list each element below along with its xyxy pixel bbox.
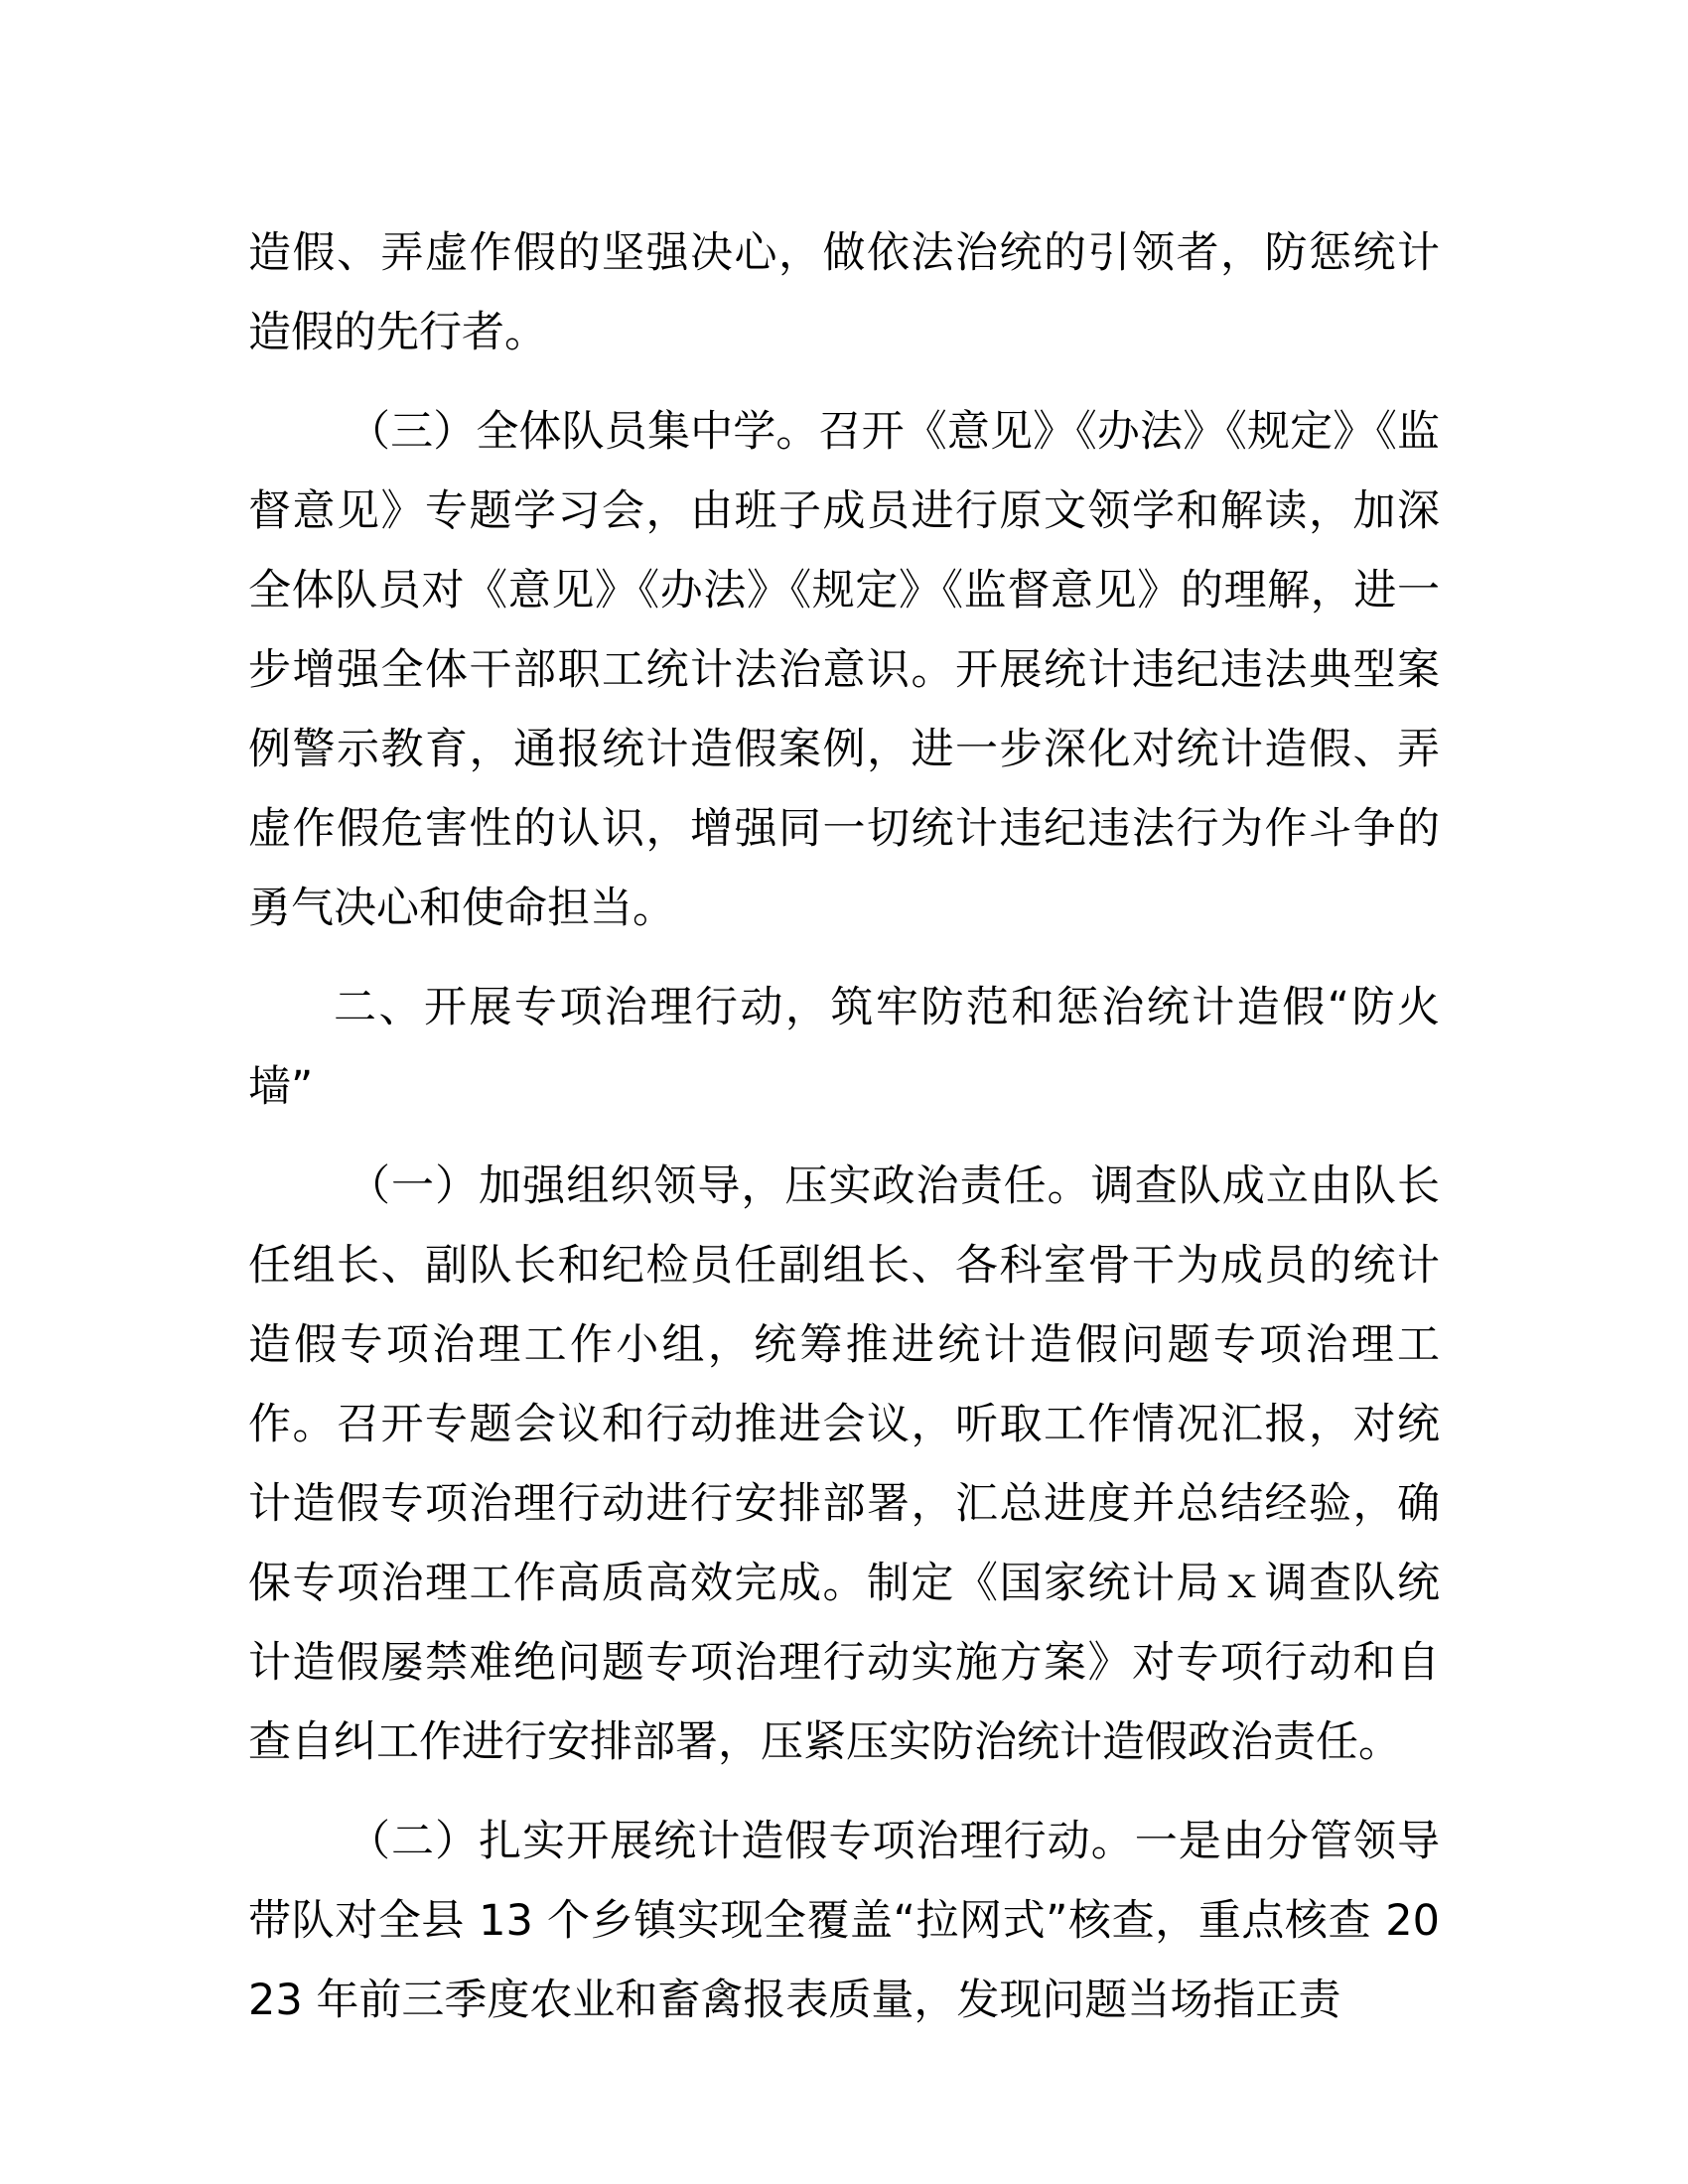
section-heading-two: 二、开展专项治理行动，筑牢防范和惩治统计造假“防火墙” — [248, 983, 1440, 1112]
document-body — [248, 213, 1440, 2060]
paragraph-section-three: （三）全体队员集中学。召开《意见》《办法》《规定》《监督意见》专题学习会，由班子成员进行原文领学和解读，加深全体队员对《意见》《办法》《规定》《监督意见》的理解，进一步增强全体干部职工统计法治意识。开展统计违纪违法典型案例警示教育，通报统计造假案例，进一步深化对统计造假、弄虚作假危害性的认识，增强同一切统计违纪违法行为作斗争的勇气决心和使命担当。 — [248, 407, 1440, 933]
paragraph-subsection-one: （一）加强组织领导，压实政治责任。调查队成立由队长任组长、副队长和纪检员任副组长、各科室骨干为成员的统计造假专项治理工作小组，统筹推进统计造假问题专项治理工作。召开专题会议和行动推进会议，听取工作情况汇报，对统计造假专项治理行动进行安排部署，汇总进度并总结经验，确保专项治理工作高质高效完成。制定《国家统计局ｘ调查队统计造假屡禁难绝问题专项治理行动实施方案》对专项行动和自查自纠工作进行安排部署，压紧压实防治统计造假政治责任。 — [248, 1161, 1440, 1767]
paragraph-continuation: 造假、弄虚作假的坚强决心，做依法治统的引领者，防惩统计造假的先行者。 — [248, 228, 1440, 357]
paragraph-subsection-two: （二）扎实开展统计造假专项治理行动。一是由分管领导带队对全县 13 个乡镇实现全覆盖“拉网式”核查，重点核查 2023 年前三季度农业和畜禽报表质量，发现问题当场指正责 — [248, 1817, 1440, 2025]
